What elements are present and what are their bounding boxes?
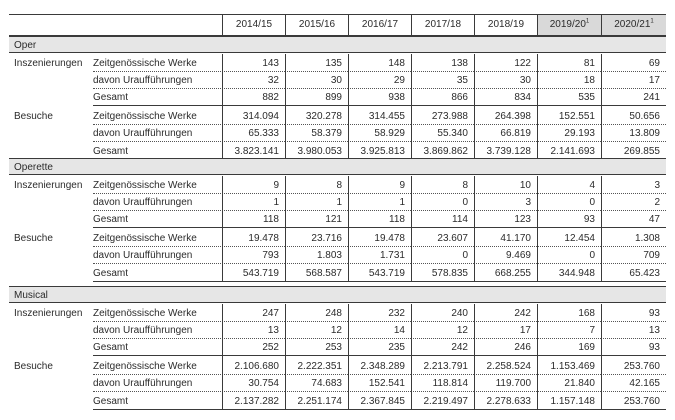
value-cell: 1.157.148 — [537, 393, 601, 410]
value-cell: 834 — [474, 89, 537, 106]
column-divider — [474, 304, 475, 410]
value-cell: 168 — [537, 305, 601, 322]
value-cell: 8 — [411, 177, 474, 194]
column-divider — [537, 54, 538, 160]
column-divider — [411, 54, 412, 160]
column-divider — [411, 304, 412, 410]
table-row — [9, 358, 666, 375]
value-cell: 2.141.693 — [537, 143, 601, 160]
value-cell: 4 — [537, 177, 601, 194]
value-cell: 65.333 — [222, 125, 285, 142]
value-cell: 246 — [474, 339, 537, 356]
table-row — [9, 339, 666, 356]
value-cell: 314.094 — [222, 108, 285, 125]
value-cell: 1.153.469 — [537, 358, 601, 375]
table-row — [9, 108, 666, 125]
table-row — [9, 265, 666, 282]
footnote-mark: 1 — [585, 18, 590, 25]
value-cell: 1.308 — [601, 230, 666, 247]
value-cell: 30 — [285, 72, 348, 89]
column-divider — [411, 176, 412, 282]
value-cell: 35 — [411, 72, 474, 89]
table-row — [9, 177, 666, 194]
row-label: Gesamt — [93, 143, 223, 160]
year-header — [411, 15, 474, 35]
value-cell: 0 — [537, 247, 601, 264]
value-cell: 41.170 — [474, 230, 537, 247]
value-cell: 42.165 — [601, 375, 666, 392]
value-cell: 58.929 — [348, 125, 411, 142]
value-cell: 10 — [474, 177, 537, 194]
value-cell: 248 — [285, 305, 348, 322]
year-header — [537, 15, 601, 35]
value-cell: 668.255 — [474, 265, 537, 282]
value-cell: 242 — [411, 339, 474, 356]
value-cell: 344.948 — [537, 265, 601, 282]
year-label: 2016/17 — [361, 19, 399, 30]
year-label: 2015/16 — [298, 19, 336, 30]
table-row — [9, 194, 666, 211]
value-cell: 118 — [348, 211, 411, 228]
value-cell: 169 — [537, 339, 601, 356]
value-cell: 320.278 — [285, 108, 348, 125]
value-cell: 264.398 — [474, 108, 537, 125]
row-label: davon Uraufführungen — [93, 375, 223, 392]
value-cell: 543.719 — [222, 265, 285, 282]
value-cell: 899 — [285, 89, 348, 106]
year-header — [348, 15, 411, 35]
value-cell: 793 — [222, 247, 285, 264]
value-cell: 235 — [348, 339, 411, 356]
value-cell: 247 — [222, 305, 285, 322]
value-cell: 21.840 — [537, 375, 601, 392]
value-cell: 17 — [474, 322, 537, 339]
section-title: Musical — [9, 286, 666, 303]
value-cell: 2.278.633 — [474, 393, 537, 410]
value-cell: 314.455 — [348, 108, 411, 125]
group-label: Inszenierungen — [14, 58, 83, 69]
column-divider — [222, 54, 223, 160]
value-cell: 2.213.791 — [411, 358, 474, 375]
table-row — [9, 143, 666, 160]
value-cell: 2.367.845 — [348, 393, 411, 410]
value-cell: 13 — [601, 322, 666, 339]
column-divider — [601, 304, 602, 410]
value-cell: 1 — [285, 194, 348, 211]
column-divider — [285, 304, 286, 410]
row-label: Gesamt — [93, 89, 223, 106]
value-cell: 232 — [348, 305, 411, 322]
column-divider — [348, 304, 349, 410]
value-cell: 19.478 — [222, 230, 285, 247]
table-row — [9, 375, 666, 392]
value-cell: 143 — [222, 55, 285, 72]
value-cell: 3.925.813 — [348, 143, 411, 160]
value-cell: 2.219.497 — [411, 393, 474, 410]
group-label: Besuche — [14, 111, 53, 123]
value-cell: 242 — [474, 305, 537, 322]
column-divider — [601, 176, 602, 282]
section-title: Operette — [9, 158, 666, 175]
column-divider — [285, 54, 286, 160]
value-cell: 23.716 — [285, 230, 348, 247]
value-cell: 240 — [411, 305, 474, 322]
value-cell: 2.222.351 — [285, 358, 348, 375]
table-header — [9, 14, 666, 36]
value-cell: 2.137.282 — [222, 393, 285, 410]
value-cell: 3.980.053 — [285, 143, 348, 160]
table-row — [9, 89, 666, 106]
value-cell: 12.454 — [537, 230, 601, 247]
value-cell: 74.683 — [285, 375, 348, 392]
value-cell: 866 — [411, 89, 474, 106]
value-cell: 14 — [348, 322, 411, 339]
table-row — [9, 247, 666, 264]
value-cell: 65.423 — [601, 265, 666, 282]
value-cell: 19.478 — [348, 230, 411, 247]
section-oper — [9, 36, 666, 161]
value-cell: 9 — [222, 177, 285, 194]
value-cell: 1.803 — [285, 247, 348, 264]
value-cell: 55.340 — [411, 125, 474, 142]
value-cell: 12 — [285, 322, 348, 339]
value-cell: 578.835 — [411, 265, 474, 282]
value-cell: 253 — [285, 339, 348, 356]
value-cell: 882 — [222, 89, 285, 106]
table-row — [9, 55, 666, 72]
value-cell: 9.469 — [474, 247, 537, 264]
value-cell: 123 — [474, 211, 537, 228]
value-cell: 66.819 — [474, 125, 537, 142]
value-cell: 81 — [537, 55, 601, 72]
value-cell: 938 — [348, 89, 411, 106]
row-label: davon Uraufführungen — [93, 194, 223, 211]
value-cell: 121 — [285, 211, 348, 228]
value-cell: 118 — [222, 211, 285, 228]
group-label: Inszenierungen — [14, 308, 83, 319]
value-cell: 12 — [411, 322, 474, 339]
value-cell: 7 — [537, 322, 601, 339]
value-cell: 709 — [601, 247, 666, 264]
value-cell: 0 — [411, 194, 474, 211]
row-label: davon Uraufführungen — [93, 72, 223, 89]
value-cell: 32 — [222, 72, 285, 89]
column-divider — [474, 54, 475, 160]
value-cell: 47 — [601, 211, 666, 228]
column-divider — [222, 176, 223, 282]
value-cell: 2.348.289 — [348, 358, 411, 375]
value-cell: 543.719 — [348, 265, 411, 282]
value-cell: 3 — [601, 177, 666, 194]
row-label: Zeitgenössische Werke — [93, 358, 223, 375]
table-row — [9, 230, 666, 247]
table-row — [9, 393, 666, 410]
year-header — [285, 15, 348, 35]
value-cell: 568.587 — [285, 265, 348, 282]
value-cell: 1.731 — [348, 247, 411, 264]
value-cell: 8 — [285, 177, 348, 194]
group-label: Inszenierungen — [14, 180, 83, 191]
value-cell: 252 — [222, 339, 285, 356]
row-label: davon Uraufführungen — [93, 125, 223, 142]
row-label: Gesamt — [93, 265, 223, 282]
value-cell: 13 — [222, 322, 285, 339]
value-cell: 3.739.128 — [474, 143, 537, 160]
footnote-mark: 1 — [650, 18, 654, 25]
row-label: Zeitgenössische Werke — [93, 230, 223, 247]
row-label: Zeitgenössische Werke — [93, 108, 223, 125]
table-row — [9, 72, 666, 89]
value-cell: 58.379 — [285, 125, 348, 142]
group-label: Besuche — [14, 361, 53, 373]
value-cell: 3.823.141 — [222, 143, 285, 160]
value-cell: 93 — [537, 211, 601, 228]
value-cell: 0 — [411, 247, 474, 264]
value-cell: 30.754 — [222, 375, 285, 392]
value-cell: 2.258.524 — [474, 358, 537, 375]
value-cell: 17 — [601, 72, 666, 89]
value-cell: 273.988 — [411, 108, 474, 125]
value-cell: 1 — [222, 194, 285, 211]
value-cell: 13.809 — [601, 125, 666, 142]
value-cell: 152.551 — [537, 108, 601, 125]
section-operette — [9, 158, 666, 283]
column-divider — [474, 176, 475, 282]
value-cell: 152.541 — [348, 375, 411, 392]
value-cell: 135 — [285, 55, 348, 72]
row-label: davon Uraufführungen — [93, 322, 223, 339]
value-cell: 23.607 — [411, 230, 474, 247]
table-row — [9, 305, 666, 322]
value-cell: 148 — [348, 55, 411, 72]
row-label: Zeitgenössische Werke — [93, 177, 223, 194]
value-cell: 9 — [348, 177, 411, 194]
year-label: 2019/20 — [549, 19, 586, 30]
column-divider — [222, 304, 223, 410]
value-cell: 122 — [474, 55, 537, 72]
value-cell: 253.760 — [601, 393, 666, 410]
value-cell: 50.656 — [601, 108, 666, 125]
value-cell: 535 — [537, 89, 601, 106]
value-cell: 29 — [348, 72, 411, 89]
value-cell: 269.855 — [601, 143, 666, 160]
value-cell: 241 — [601, 89, 666, 106]
year-label: 2020/21 — [614, 19, 651, 30]
value-cell: 3 — [474, 194, 537, 211]
value-cell: 253.760 — [601, 358, 666, 375]
value-cell: 2.251.174 — [285, 393, 348, 410]
table-row — [9, 322, 666, 339]
year-header — [601, 15, 666, 35]
year-header — [474, 15, 537, 35]
year-label: 2018/19 — [487, 19, 525, 30]
group-label: Besuche — [14, 233, 53, 245]
row-label: Gesamt — [93, 339, 223, 356]
value-cell: 138 — [411, 55, 474, 72]
value-cell: 119.700 — [474, 375, 537, 392]
value-cell: 2.106.680 — [222, 358, 285, 375]
section-musical — [9, 286, 666, 411]
table-row — [9, 211, 666, 228]
year-label: 2017/18 — [424, 19, 462, 30]
year-header — [222, 15, 285, 35]
column-divider — [348, 176, 349, 282]
column-divider — [601, 54, 602, 160]
value-cell: 2 — [601, 194, 666, 211]
value-cell: 1 — [348, 194, 411, 211]
value-cell: 114 — [411, 211, 474, 228]
column-divider — [537, 176, 538, 282]
row-label: Zeitgenössische Werke — [93, 305, 223, 322]
section-title: Oper — [9, 36, 666, 53]
value-cell: 0 — [537, 194, 601, 211]
row-label: davon Uraufführungen — [93, 247, 223, 264]
row-label: Zeitgenössische Werke — [93, 55, 223, 72]
value-cell: 69 — [601, 55, 666, 72]
value-cell: 93 — [601, 339, 666, 356]
value-cell: 29.193 — [537, 125, 601, 142]
column-divider — [537, 304, 538, 410]
table-row — [9, 125, 666, 142]
row-label: Gesamt — [93, 211, 223, 228]
year-label: 2014/15 — [235, 19, 273, 30]
column-divider — [285, 176, 286, 282]
value-cell: 118.814 — [411, 375, 474, 392]
value-cell: 18 — [537, 72, 601, 89]
value-cell: 30 — [474, 72, 537, 89]
value-cell: 93 — [601, 305, 666, 322]
value-cell: 3.869.862 — [411, 143, 474, 160]
row-label: Gesamt — [93, 393, 223, 410]
column-divider — [348, 54, 349, 160]
